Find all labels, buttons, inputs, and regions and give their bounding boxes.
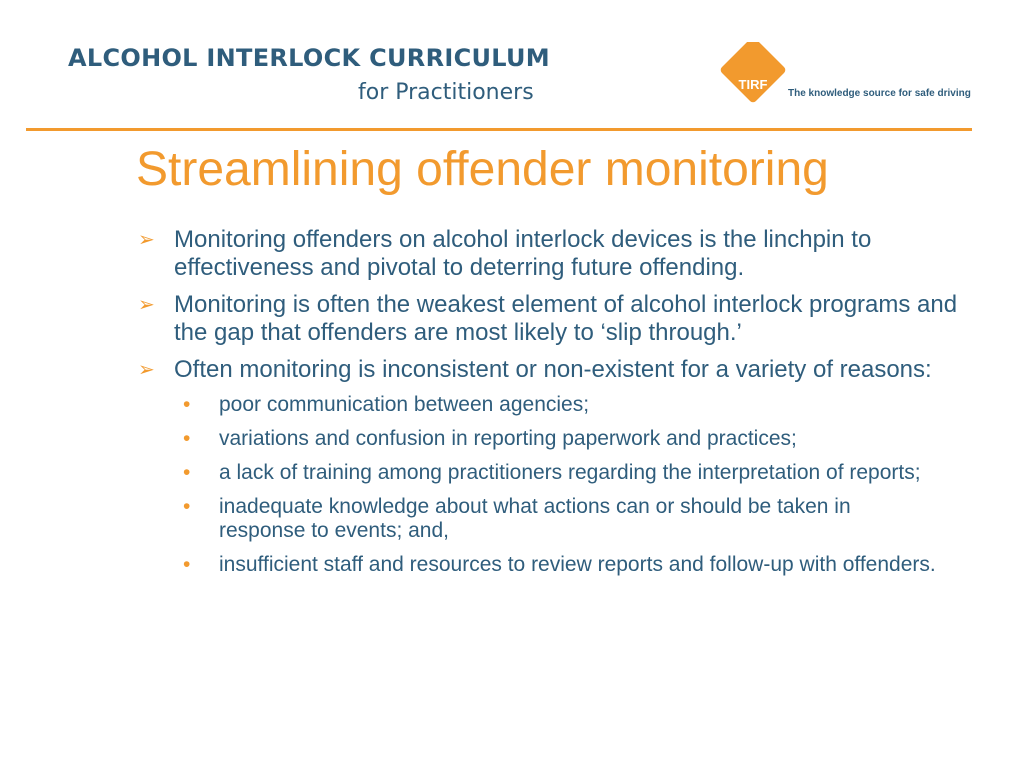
- sub-bullet-text: a lack of training among practitioners regarding the interpretation of reports;: [219, 461, 921, 484]
- logo-mark-text: TIRF: [738, 77, 768, 92]
- tirf-diamond-icon: [714, 42, 790, 118]
- bullet-text: Monitoring offenders on alcohol interlock devices is the linchpin to effectiveness and pivotal to deterring future offending.: [174, 226, 872, 281]
- bullet-text: Monitoring is often the weakest element of alcohol interlock programs and the gap that offenders are most likely to ‘slip through.’: [174, 291, 958, 346]
- sub-bullet-item: [183, 393, 939, 417]
- dot-bullet-icon: •: [183, 393, 191, 416]
- tirf-logo: [714, 42, 971, 116]
- bullet-item: [138, 356, 960, 384]
- arrow-bullet-icon: ➢: [138, 359, 155, 381]
- header-subtitle: for Practitioners: [358, 80, 534, 105]
- sub-bullet-text: variations and confusion in reporting paperwork and practices;: [219, 427, 797, 450]
- sub-bullet-text: insufficient staff and resources to review reports and follow-up with offenders.: [219, 553, 936, 576]
- bullet-item: [138, 291, 960, 347]
- dot-bullet-icon: •: [183, 495, 191, 518]
- sub-bullet-item: [183, 427, 939, 451]
- arrow-bullet-icon: ➢: [138, 294, 155, 316]
- dot-bullet-icon: •: [183, 427, 191, 450]
- header-title: ALCOHOL INTERLOCK CURRICULUM: [68, 44, 550, 72]
- sub-bullet-list: [138, 393, 978, 577]
- header-divider: [26, 128, 972, 131]
- dot-bullet-icon: •: [183, 553, 191, 576]
- slide-content: [138, 226, 978, 587]
- sub-bullet-text: inadequate knowledge about what actions can or should be taken in response to events; and,: [219, 495, 851, 542]
- dot-bullet-icon: •: [183, 461, 191, 484]
- slide-title: Streamlining offender monitoring: [136, 143, 829, 196]
- logo-tagline: The knowledge source for safe driving: [788, 88, 971, 99]
- bullet-text: Often monitoring is inconsistent or non-existent for a variety of reasons:: [174, 356, 932, 383]
- arrow-bullet-icon: ➢: [138, 229, 155, 251]
- sub-bullet-item: [183, 461, 939, 485]
- sub-bullet-item: [183, 495, 939, 543]
- bullet-item: [138, 226, 960, 282]
- sub-bullet-text: poor communication between agencies;: [219, 393, 590, 416]
- sub-bullet-item: [183, 553, 939, 577]
